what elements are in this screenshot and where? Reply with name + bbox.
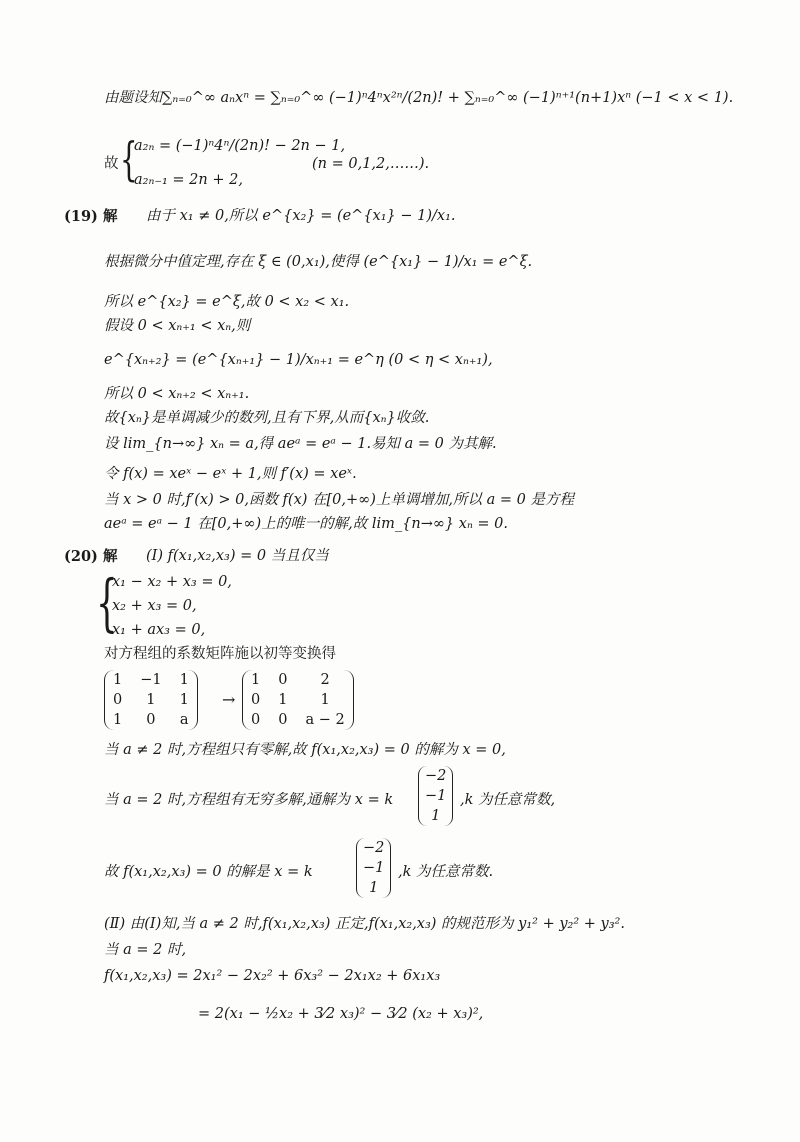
matrix-b-cell: 1	[320, 692, 330, 708]
coefficient-odd: a₂ₙ₋₁ = 2n + 2,	[134, 172, 243, 188]
matrix-b-cell: 1	[251, 672, 261, 688]
matrix-a-cell: 1	[113, 712, 123, 728]
s19-line-6: 所以 0 < xₙ₊₂ < xₙ₊₁.	[104, 386, 250, 402]
coefficient-even: a₂ₙ = (−1)ⁿ4ⁿ/(2n)! − 2n − 1,	[134, 138, 346, 154]
s19-line-8: 设 lim_{n→∞} xₙ = a,得 aeᵃ = eᵃ − 1.易知 a = 0 为其解.	[104, 436, 497, 452]
matrix-a-cell: 1	[179, 692, 189, 708]
vector-entry: −1	[425, 788, 447, 804]
reduced-matrix	[242, 670, 354, 730]
matrix-b-cell: 0	[251, 692, 261, 708]
s20-line-2: 对方程组的系数矩阵施以初等变换得	[104, 646, 336, 662]
s20-line-5-end: ,k 为任意常数.	[398, 864, 494, 880]
vector-entry: −2	[425, 768, 447, 784]
matrix-a-cell: 0	[113, 692, 123, 708]
section-20-heading: (20) 解	[64, 548, 118, 565]
matrix-a-cell: 1	[113, 672, 123, 688]
transform-arrow-icon: →	[222, 690, 236, 709]
index-condition: (n = 0,1,2,……).	[312, 156, 430, 172]
vector-entry: 1	[369, 880, 379, 896]
matrix-b-cell: 1	[278, 692, 288, 708]
s20-line-4-start: 当 a = 2 时,方程组有无穷多解,通解为 x = k	[104, 792, 394, 808]
s20-line-7: 当 a = 2 时,	[104, 942, 187, 958]
s19-line-5: e^{xₙ₊₂} = (e^{xₙ₊₁} − 1)/xₙ₊₁ = e^η (0 < η < xₙ₊₁),	[104, 352, 493, 368]
coefficient-matrix	[104, 670, 198, 730]
vector-entry: 1	[431, 808, 441, 824]
s20-line-3: 当 a ≠ 2 时,方程组只有零解,故 f(x₁,x₂,x₃) = 0 的解为 x = 0,	[104, 742, 506, 758]
matrix-a-cell: a	[179, 712, 189, 728]
s20-line-4-end: ,k 为任意常数,	[460, 792, 556, 808]
s20-line-6: (Ⅱ) 由(Ⅰ)知,当 a ≠ 2 时,f(x₁,x₂,x₃) 正定,f(x₁,x₂,x₃) 的规范形为 y₁² + y₂² + y₃².	[104, 916, 625, 932]
matrix-a-cell: −1	[140, 672, 162, 688]
general-solution-vector	[418, 766, 453, 826]
system-eq-2: x₂ + x₃ = 0,	[112, 598, 197, 614]
vector-entry: −1	[363, 860, 385, 876]
system-eq-3: x₁ + ax₃ = 0,	[112, 622, 206, 638]
vector-entry: −2	[363, 840, 385, 856]
s20-line-8: f(x₁,x₂,x₃) = 2x₁² − 2x₂² + 6x₃² − 2x₁x₂ + 6x₁x₃	[104, 968, 441, 984]
s19-line-11: aeᵃ = eᵃ − 1 在[0,+∞)上的唯一的解,故 lim_{n→∞} xₙ = 0.	[104, 516, 509, 532]
left-brace: {	[120, 132, 138, 186]
matrix-a-cell: 0	[146, 712, 156, 728]
line-series-setup: 由题设知∑ₙ₌₀^∞ aₙxⁿ = ∑ₙ₌₀^∞ (−1)ⁿ4ⁿx²ⁿ/(2n)! + ∑ₙ₌₀^∞ (−1)ⁿ⁺¹(n+1)xⁿ (−1 < x < 1).	[104, 90, 734, 106]
s19-line-3: 所以 e^{x₂} = e^ξ,故 0 < x₂ < x₁.	[104, 294, 350, 310]
s20-line-1: (Ⅰ) f(x₁,x₂,x₃) = 0 当且仅当	[146, 548, 329, 564]
matrix-b-cell: 2	[320, 672, 330, 688]
matrix-a-cell: 1	[146, 692, 156, 708]
matrix-a-cell: 1	[179, 672, 189, 688]
text-therefore: 故	[104, 156, 119, 172]
solution-vector	[356, 838, 391, 898]
s19-line-1: 由于 x₁ ≠ 0,所以 e^{x₂} = (e^{x₁} − 1)/x₁.	[146, 208, 456, 224]
system-brace: {	[96, 566, 118, 639]
matrix-b-cell: 0	[278, 672, 288, 688]
matrix-b-cell: 0	[278, 712, 288, 728]
s19-line-4: 假设 0 < xₙ₊₁ < xₙ,则	[104, 318, 251, 334]
s19-line-10: 当 x > 0 时,f′(x) > 0,函数 f(x) 在[0,+∞)上单调增加,所以 a = 0 是方程	[104, 492, 574, 508]
section-19-heading: (19) 解	[64, 208, 118, 225]
matrix-b-cell: a − 2	[305, 712, 345, 728]
s19-line-2: 根据微分中值定理,存在 ξ ∈ (0,x₁),使得 (e^{x₁} − 1)/x₁ = e^ξ.	[104, 254, 533, 270]
s19-line-7: 故{xₙ}是单调减少的数列,且有下界,从而{xₙ}收敛.	[104, 410, 430, 426]
system-eq-1: x₁ − x₂ + x₃ = 0,	[112, 574, 232, 590]
matrix-b-cell: 0	[251, 712, 261, 728]
s19-line-9: 令 f(x) = xeˣ − eˣ + 1,则 f′(x) = xeˣ.	[104, 466, 357, 482]
s20-line-5-start: 故 f(x₁,x₂,x₃) = 0 的解是 x = k	[104, 864, 313, 880]
s20-line-9: = 2(x₁ − ½x₂ + 3⁄2 x₃)² − 3⁄2 (x₂ + x₃)²,	[198, 1006, 484, 1022]
